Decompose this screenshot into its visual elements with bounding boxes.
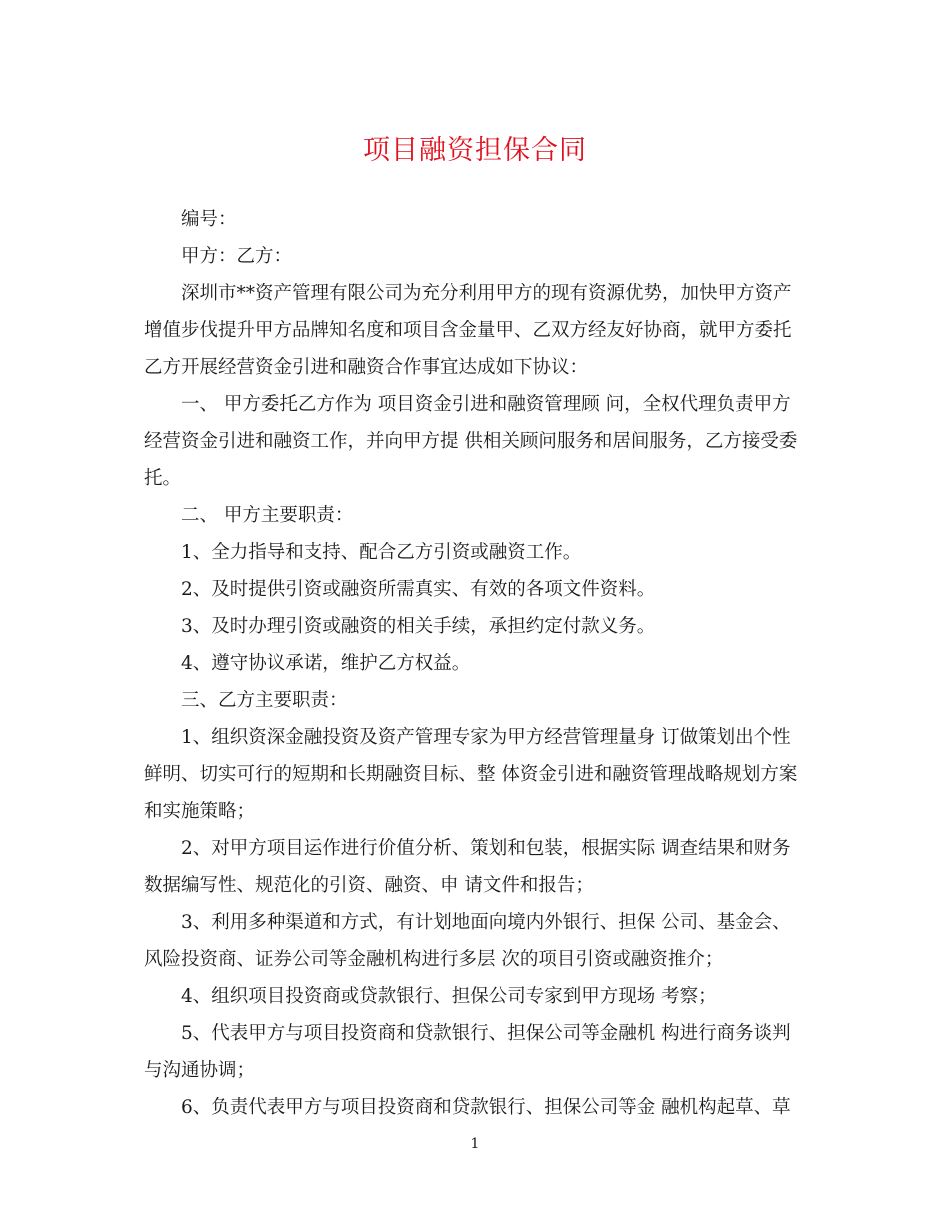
doc-line-section: 一、 甲方委托乙方作为 项目资金引进和融资管理顾 问，全权代理负责甲方 [181, 394, 791, 415]
doc-line: 鲜明、切实可行的短期和长期融资目标、整 体资金引进和融资管理战略规划方案 [144, 764, 798, 785]
doc-line-number: 编号： [181, 209, 237, 230]
doc-line: 经营资金引进和融资工作，并向甲方提 供相关顾问服务和居间服务，乙方接受委 [144, 431, 798, 452]
doc-line: 和实施策略； [144, 801, 256, 822]
doc-line-parties: 甲方：乙方： [181, 246, 293, 267]
doc-line-item: 3、及时办理引资或融资的相关手续，承担约定付款义务。 [181, 616, 656, 637]
doc-line-item: 6、负责代表甲方与项目投资商和贷款银行、担保公司等金 融机构起草、草 [181, 1097, 791, 1118]
doc-line-section: 三、乙方主要职责： [181, 690, 348, 711]
doc-line-section: 二、 甲方主要职责： [181, 505, 354, 526]
doc-line: 深圳市**资产管理有限公司为充分利用甲方的现有资源优势，加快甲方资产 [181, 283, 792, 304]
doc-line-item: 4、组织项目投资商或贷款银行、担保公司专家到甲方现场 考察； [181, 986, 717, 1007]
doc-line-item: 1、组织资深金融投资及资产管理专家为甲方经营管理量身 订做策划出个性 [181, 727, 791, 748]
doc-line-item: 1、全力指导和支持、配合乙方引资或融资工作。 [181, 542, 582, 563]
doc-line: 与沟通协调； [144, 1060, 256, 1081]
doc-line: 乙方开展经营资金引进和融资合作事宜达成如下协议： [144, 357, 589, 378]
doc-line: 增值步伐提升甲方品牌知名度和项目含金量甲、乙双方经友好协商，就甲方委托 [144, 320, 792, 341]
document-title: 项目融资担保合同 [363, 135, 587, 166]
doc-line-item: 3、利用多种渠道和方式，有计划地面向境内外银行、担保 公司、基金会、 [181, 912, 791, 933]
doc-line: 数据编写性、规范化的引资、融资、申 请文件和报告； [144, 875, 594, 896]
doc-line-item: 2、对甲方项目运作进行价值分析、策划和包装，根据实际 调查结果和财务 [181, 838, 791, 859]
doc-line-item: 5、代表甲方与项目投资商和贷款银行、担保公司等金融机 构进行商务谈判 [181, 1023, 791, 1044]
doc-line: 托。 [144, 468, 182, 489]
page-number: 1 [470, 1136, 480, 1152]
doc-line: 风险投资商、证券公司等金融机构进行多层 次的项目引资或融资推介； [144, 949, 724, 970]
doc-line-item: 2、及时提供引资或融资所需真实、有效的各项文件资料。 [181, 579, 656, 600]
doc-line-item: 4、遵守协议承诺，维护乙方权益。 [181, 653, 471, 674]
